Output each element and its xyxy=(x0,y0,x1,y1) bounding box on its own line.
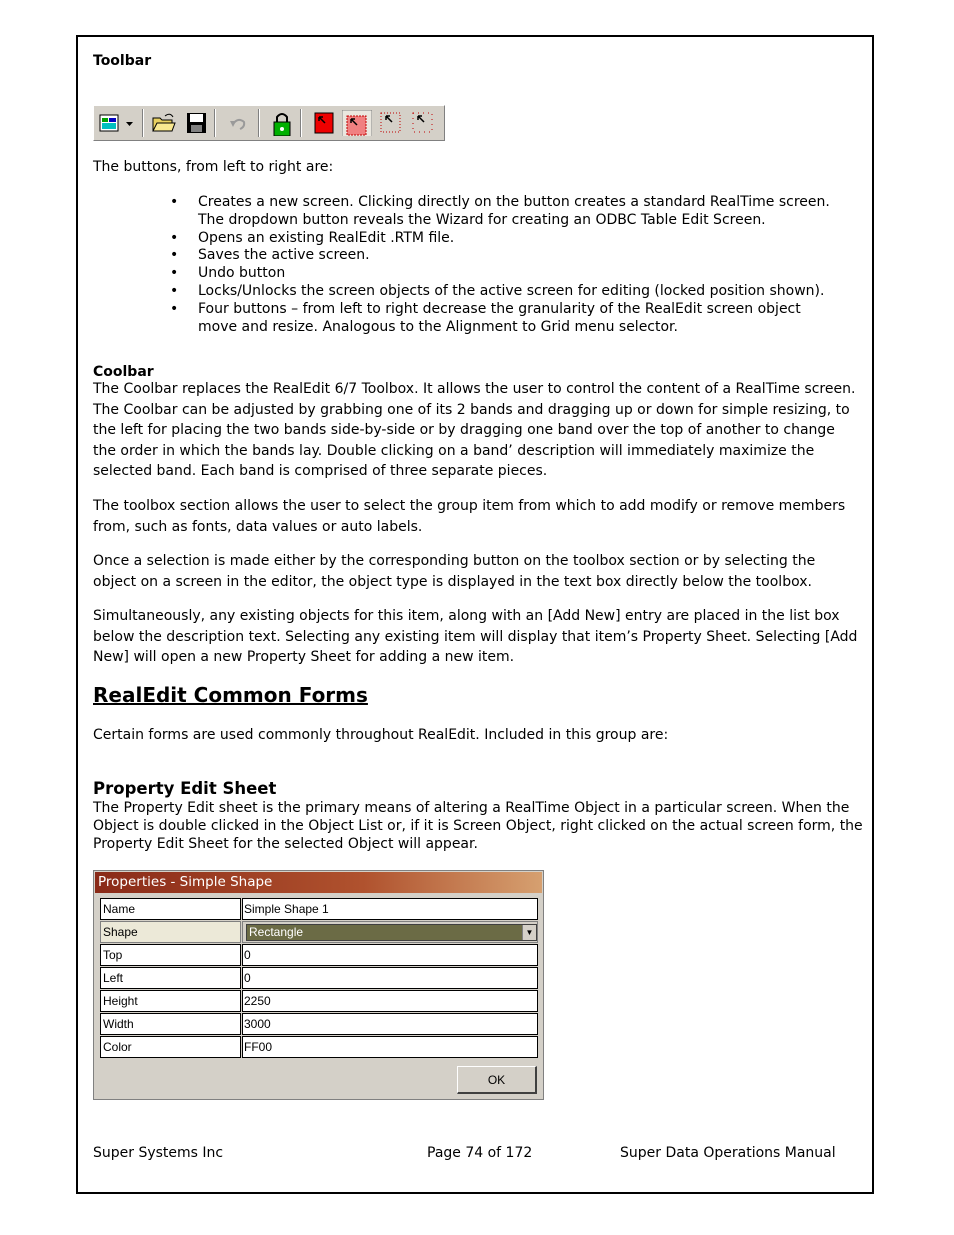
property-label: Width xyxy=(100,1013,241,1035)
property-label: Height xyxy=(100,990,241,1012)
property-value[interactable]: 0 xyxy=(242,944,538,966)
footer-page-number: Page 74 of 172 xyxy=(427,1145,533,1161)
table-row[interactable] xyxy=(100,967,538,990)
coolbar-paragraph: Once a selection is made either by the corresponding button on the toolbox section or by selecting the object on a screen in the editor, the object type is displayed in the text box directly below the toolbox. xyxy=(93,553,816,590)
new-screen-icon[interactable] xyxy=(98,110,120,136)
grid-medium-icon[interactable] xyxy=(378,110,404,136)
toolbar-button-list xyxy=(170,194,830,336)
table-row[interactable] xyxy=(100,990,538,1013)
property-label: Top xyxy=(100,944,241,966)
toolbar-separator xyxy=(142,109,144,137)
shape-select[interactable] xyxy=(246,924,537,941)
property-sheet-description: The Property Edit sheet is the primary means of altering a RealTime Object in a particular screen. When the Object is double clicked in the Object List or, if it is Screen Object, right clicked on the actual screen form, the Property Edit Sheet for the selected Object will appear. xyxy=(93,800,863,852)
property-value[interactable]: Simple Shape 1 xyxy=(242,898,538,920)
coolbar-paragraph: The toolbox section allows the user to select the group item from which to add modify or remove members from, such as fonts, data values or auto labels. xyxy=(93,498,846,535)
property-label: Left xyxy=(100,967,241,989)
common-forms-intro: Certain forms are used commonly throughout RealEdit. Included in this group are: xyxy=(93,727,669,743)
property-value[interactable]: FF00 xyxy=(242,1036,538,1058)
toolbar-separator xyxy=(214,109,216,137)
property-value[interactable]: 2250 xyxy=(242,990,538,1012)
subsection-title: Property Edit Sheet xyxy=(93,779,277,798)
list-item: • Opens an existing RealEdit .RTM file. xyxy=(170,230,830,248)
list-item: • Saves the active screen. xyxy=(170,247,830,265)
toolbar-separator xyxy=(258,109,260,137)
dialog-title: Properties - Simple Shape xyxy=(95,872,542,893)
property-value-cell xyxy=(242,921,538,943)
save-disk-icon[interactable] xyxy=(184,110,208,136)
table-row[interactable] xyxy=(100,1036,538,1059)
grid-coarse-icon[interactable] xyxy=(410,110,436,136)
footer-manual-title: Super Data Operations Manual xyxy=(620,1145,836,1161)
list-item: • Creates a new screen. Clicking directly on the button creates a standard RealTime screen. The dropdown button reveals the Wizard for creating an ODBC Table Edit Screen. xyxy=(170,194,830,230)
table-row[interactable] xyxy=(100,898,538,921)
grid-red-icon[interactable] xyxy=(312,110,336,136)
property-grid xyxy=(100,898,538,1059)
property-value[interactable]: 3000 xyxy=(242,1013,538,1035)
toolbar-separator xyxy=(300,109,302,137)
property-label: Name xyxy=(100,898,241,920)
coolbar-heading: Coolbar xyxy=(93,364,154,380)
table-row[interactable] xyxy=(100,921,538,944)
toolbar-intro: The buttons, from left to right are: xyxy=(93,159,334,175)
property-label: Shape xyxy=(100,921,241,943)
toolbar-image xyxy=(93,105,445,141)
section-title: RealEdit Common Forms xyxy=(93,683,368,707)
table-row[interactable] xyxy=(100,944,538,967)
table-row[interactable] xyxy=(100,1013,538,1036)
dropdown-arrow-icon[interactable] xyxy=(124,110,136,136)
open-folder-icon[interactable] xyxy=(150,110,176,136)
property-label: Color xyxy=(100,1036,241,1058)
grid-fine-icon[interactable] xyxy=(342,110,372,136)
toolbar-heading: Toolbar xyxy=(93,53,152,69)
list-item: • Locks/Unlocks the screen objects of the active screen for editing (locked position shown). xyxy=(170,283,830,301)
list-item: • Four buttons – from left to right decrease the granularity of the RealEdit screen object move and resize. Analogous to the Alignment to Grid menu selector. xyxy=(170,301,830,337)
coolbar-paragraph: Simultaneously, any existing objects for this item, along with an [Add New] entry are placed in the list box below the description text. Selecting any existing item will display that item’s Property Sheet. Selecting [Add New] will open a new Property Sheet for adding a new item. xyxy=(93,608,858,665)
ok-button[interactable]: OK xyxy=(457,1066,537,1094)
coolbar-paragraph: The Coolbar replaces the RealEdit 6/7 Toolbox. It allows the user to control the content of a RealTime screen. The Coolbar can be adjusted by grabbing one of its 2 bands and dragging up or down for simple resizing, to the left for placing the two bands side-by-side or by dragging one band over the top of another to change the order in which the bands lay. Double clicking on a band’ description will immediately maximize the selected band. Each band is comprised of three separate pieces. xyxy=(93,381,856,479)
footer-company: Super Systems Inc xyxy=(93,1145,224,1161)
padlock-icon[interactable] xyxy=(270,110,294,136)
undo-icon[interactable] xyxy=(226,110,250,136)
properties-dialog xyxy=(93,870,544,1100)
property-value[interactable]: 0 xyxy=(242,967,538,989)
shape-select-value: Rectangle xyxy=(249,925,304,939)
chevron-down-icon[interactable]: ▼ xyxy=(522,925,536,940)
list-item: • Undo button xyxy=(170,265,830,283)
